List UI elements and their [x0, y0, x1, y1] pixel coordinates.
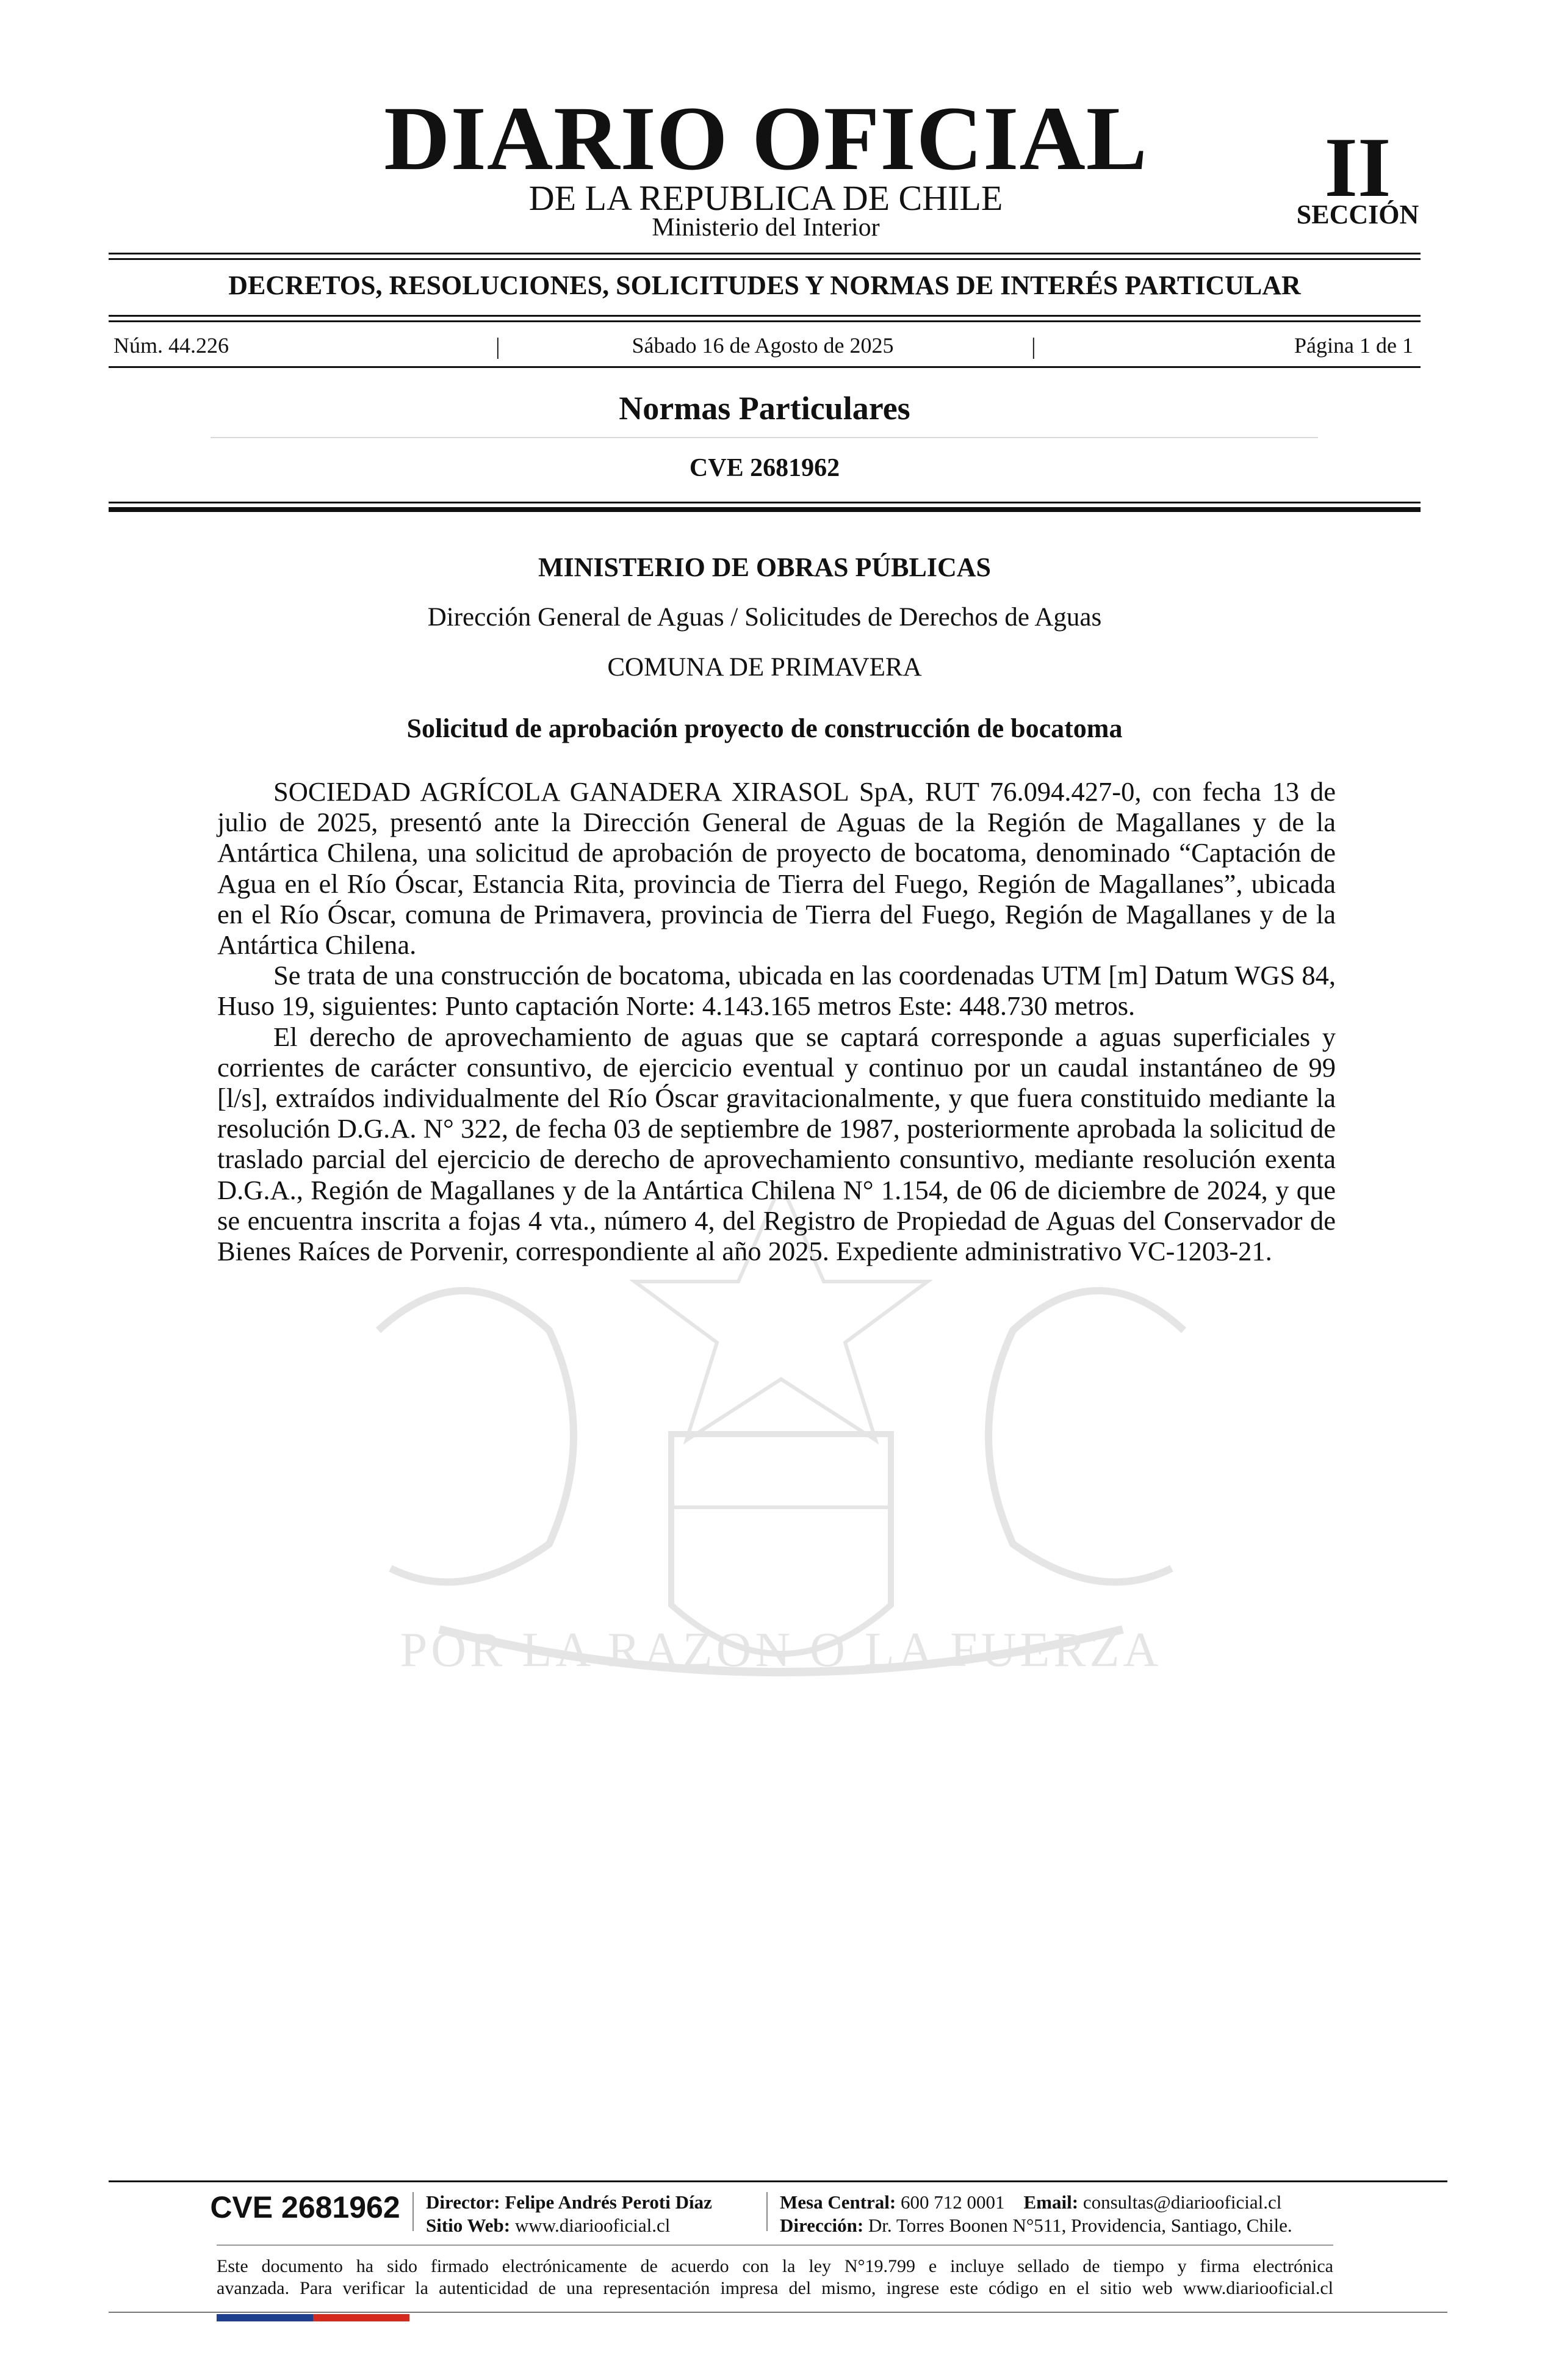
issue-page: Página 1 de 1	[1294, 333, 1413, 358]
cve-rule-thick	[109, 507, 1421, 512]
address-label: Dirección:	[780, 2215, 864, 2236]
address-text: Dr. Torres Boonen N°511, Providencia, Santiago, Chile.	[868, 2215, 1292, 2236]
notice-paragraph: Se trata de una construcción de bocatoma, ubicada en las coordenadas UTM [m] Datum WGS 84, Huso 19, siguientes: Punto captación Norte: 4.143.165 metros Este: 448.730 metros.	[217, 960, 1336, 1022]
footer-bottom-rule	[109, 2312, 1447, 2313]
band-bottom-rule	[109, 315, 1421, 317]
category-divider	[211, 437, 1318, 438]
notice-body	[217, 776, 1336, 1266]
cve-rule	[109, 502, 1421, 503]
footer-inner-rule	[217, 2245, 1333, 2246]
footer-divider	[412, 2192, 414, 2231]
email-label: Email:	[1023, 2191, 1079, 2213]
footer-director-block	[426, 2191, 768, 2237]
issue-separator: |	[1031, 334, 1036, 359]
website-link[interactable]: www.diariooficial.cl	[514, 2215, 671, 2236]
footer-contact-block	[780, 2191, 1366, 2237]
band-top-rule	[109, 253, 1421, 254]
band-top-rule-2	[109, 258, 1421, 260]
issue-date: Sábado 16 de Agosto de 2025	[632, 333, 894, 358]
notice-paragraph: El derecho de aprovechamiento de aguas que se captará corresponde a aguas superficiales y corrientes de carácter consuntivo, de ejercicio eventual y continuo por un caudal instantáneo de 99 [l/s], extraídos individualmente del Río Óscar gravitacionalmente, y que fuera constituido mediante la resolución D.G.A. N° 322, de fecha 03 de septiembre de 1987, posteriormente aprobada la solicitud de traslado parcial del ejercicio de derecho de aprovechamiento consuntivo, mediante resolución exenta D.G.A., Región de Magallanes y de la Antártica Chilena N° 1.154, de 06 de diciembre de 2024, y que se encuentra inscrita a fojas 4 vta., número 4, del Registro de Propiedad de Aguas del Conservador de Bienes Raíces de Porvenir, correspondiente al año 2025. Expediente administrativo VC-1203-21.	[217, 1021, 1336, 1267]
section-number: II	[1324, 120, 1391, 215]
director-label: Director:	[426, 2191, 500, 2213]
band-heading: DECRETOS, RESOLUCIONES, SOLICITUDES Y NORMAS DE INTERÉS PARTICULAR	[228, 270, 1301, 300]
central-phone: 600 712 0001	[901, 2191, 1005, 2213]
email-link[interactable]: consultas@diariooficial.cl	[1082, 2191, 1282, 2213]
masthead-subtitle: DE LA REPUBLICA DE CHILE	[528, 178, 1003, 218]
masthead-title: DIARIO OFICIAL	[384, 88, 1148, 189]
notice-subject: Solicitud de aprobación proyecto de construcción de bocatoma	[406, 713, 1123, 743]
masthead-ministry: Ministerio del Interior	[652, 214, 880, 242]
footer-legal	[217, 2256, 1333, 2299]
director-name: Felipe Andrés Peroti Díaz	[505, 2191, 712, 2213]
flag-stripe-blue	[217, 2314, 313, 2321]
notice-ministry: MINISTERIO DE OBRAS PÚBLICAS	[538, 552, 992, 582]
website-label: Sitio Web:	[426, 2215, 511, 2236]
flag-stripe-red	[313, 2314, 409, 2321]
issue-rule	[109, 366, 1421, 368]
issue-separator: |	[495, 334, 500, 359]
footer-divider	[766, 2192, 768, 2231]
section-label: SECCIÓN	[1296, 200, 1419, 229]
legal-line: avanzada. Para verificar la autenticidad de una representación impresa del mismo, ingrese este código en el sitio web www.diariooficial.cl	[217, 2278, 1333, 2298]
issue-number: Núm. 44.226	[113, 333, 229, 358]
notice-direction: Dirección General de Aguas / Solicitudes de Derechos de Aguas	[427, 603, 1102, 632]
notice-comuna: COMUNA DE PRIMAVERA	[607, 653, 922, 682]
cve-code: CVE 2681962	[689, 454, 840, 482]
notice-paragraph: SOCIEDAD AGRÍCOLA GANADERA XIRASOL SpA, RUT 76.094.427-0, con fecha 13 de julio de 2025, presentó ante la Dirección General de Aguas de la Región de Magallanes y de la Antártica Chilena, una solicitud de aprobación de proyecto de bocatoma, denominado “Captación de Agua en el Río Óscar, Estancia Rita, provincia de Tierra del Fuego, Región de Magallanes”, ubicada en el Río Óscar, comuna de Primavera, provincia de Tierra del Fuego, Región de Magallanes y de la Antártica Chilena.	[217, 776, 1336, 961]
notice-category: Normas Particulares	[619, 390, 910, 427]
band-bottom-rule-2	[109, 320, 1421, 322]
watermark-motto: POR LA RAZON O LA FUERZA	[400, 1623, 1162, 1677]
footer-rule	[109, 2180, 1447, 2182]
legal-line: Este documento ha sido firmado electrónicamente de acuerdo con la ley N°19.799 e incluye sellado de tiempo y firma electrónica	[217, 2256, 1333, 2276]
footer-cve: CVE 2681962	[210, 2190, 400, 2224]
central-label: Mesa Central:	[780, 2191, 896, 2213]
